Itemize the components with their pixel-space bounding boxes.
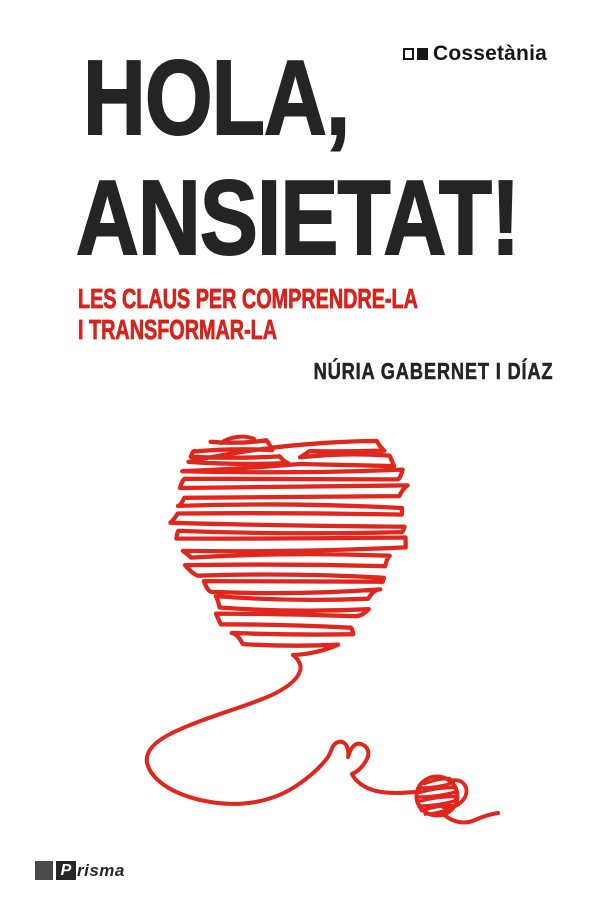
imprint-name: risma — [77, 861, 125, 880]
subtitle-line-1: LES CLAUS PER COMPRENDRE-LA — [78, 283, 418, 314]
publisher-name: Cossetània — [432, 42, 547, 65]
subtitle-line-2: I TRANSFORMAR-LA — [78, 313, 278, 345]
illustration-stroke — [443, 813, 498, 822]
imprint-square-icon — [35, 861, 53, 880]
title-line-2: ANSIETAT! — [76, 159, 520, 277]
illustration-stroke — [147, 655, 414, 804]
imprint-initial-square-icon: P — [56, 861, 76, 880]
author-name: NÚRIA GABERNET I DÍAZ — [313, 358, 553, 384]
imprint-logo — [35, 861, 125, 880]
illustration-stroke — [170, 440, 407, 655]
title-line-1: HOLA, — [83, 39, 350, 157]
